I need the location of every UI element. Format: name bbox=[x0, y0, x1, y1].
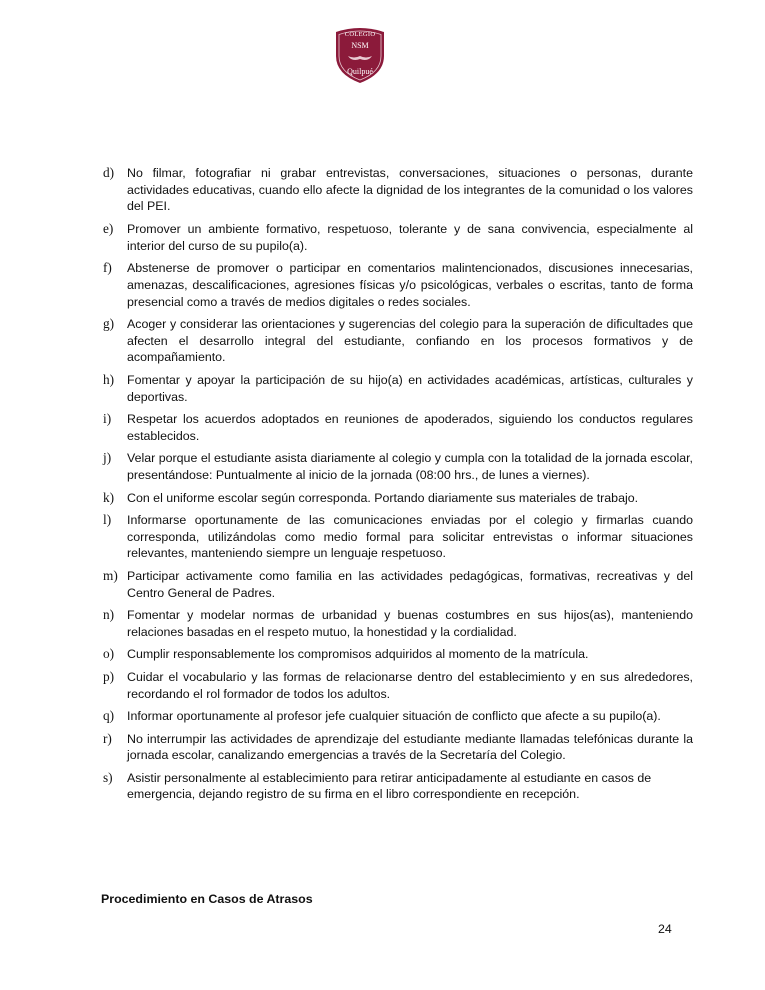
list-item-n bbox=[103, 607, 693, 640]
list-marker: g) bbox=[103, 316, 115, 332]
list-item-text: Velar porque el estudiante asista diariamente al colegio y cumpla con la totalidad de la jornada escolar, presentándose: Puntualmente al inicio de la jornada (08:00 hrs., de lunes a viernes). bbox=[127, 451, 693, 483]
list-item-s bbox=[103, 770, 693, 803]
list-item-l bbox=[103, 512, 693, 562]
list-marker: r) bbox=[103, 730, 112, 746]
list-item-j bbox=[103, 450, 693, 483]
list-item-text: Asistir personalmente al establecimiento para retirar anticipadamente al estudiante en casos de emergencia, dejando registro de su firma en el libro correspondiente en recepción. bbox=[127, 770, 652, 802]
list-item-text: Fomentar y modelar normas de urbanidad y buenas costumbres en sus hijos(as), manteniendo relaciones basadas en el respeto mutuo, la honestidad y la cordialidad. bbox=[127, 608, 693, 639]
list-item-text: Participar activamente como familia en las actividades pedagógicas, formativas, recreativas y del Centro General de Padres. bbox=[127, 568, 693, 600]
list-marker: n) bbox=[103, 607, 115, 623]
list-item-k bbox=[103, 490, 693, 507]
obligations-list bbox=[103, 165, 693, 809]
section-heading: Procedimiento en Casos de Atrasos bbox=[101, 892, 313, 906]
list-item-text: No filmar, fotografiar ni grabar entrevistas, conversaciones, situaciones o personas, durante actividades educativas, cuando ello afecte la dignidad de los integrantes de la comunidad o los valores del PEI. bbox=[127, 166, 693, 214]
list-item-d bbox=[103, 165, 693, 215]
list-marker: i) bbox=[103, 411, 112, 427]
page-number: 24 bbox=[658, 922, 672, 936]
list-item-e bbox=[103, 221, 693, 254]
list-marker: o) bbox=[103, 646, 115, 662]
list-marker: d) bbox=[103, 165, 115, 180]
list-item-o bbox=[103, 646, 693, 663]
logo-line-3: Quilpué bbox=[347, 67, 373, 76]
list-item-text: Promover un ambiente formativo, respetuoso, tolerante y de sana convivencia, especialmente al interior del curso de su pupilo(a). bbox=[127, 221, 693, 253]
list-item-text: Cuidar el vocabulario y las formas de relacionarse dentro del establecimiento y en sus alrededores, recordando el rol formador de todos los adultos. bbox=[127, 669, 693, 701]
list-item-text: Fomentar y apoyar la participación de su hijo(a) en actividades académicas, artísticas, culturales y deportivas. bbox=[127, 372, 693, 404]
list-item-text: Acoger y considerar las orientaciones y sugerencias del colegio para la superación de dificultades que afecten el desarrollo integral del estudiante, confiando en los procesos formativos y de acompañamiento. bbox=[127, 317, 693, 365]
list-item-text: Cumplir responsablemente los compromisos adquiridos al momento de la matrícula. bbox=[127, 647, 589, 662]
list-marker: f) bbox=[103, 260, 112, 276]
list-marker: j) bbox=[103, 450, 112, 466]
list-marker: p) bbox=[103, 668, 115, 684]
list-marker: m) bbox=[103, 567, 118, 583]
school-logo bbox=[332, 26, 388, 84]
list-marker: k) bbox=[103, 489, 115, 505]
list-item-q bbox=[103, 708, 693, 725]
list-item-text: Respetar los acuerdos adoptados en reuniones de apoderados, siguiendo los conductos regulares establecidos. bbox=[127, 412, 693, 443]
logo-line-2: NSM bbox=[351, 41, 369, 50]
logo-line-1: COLEGIO bbox=[344, 31, 376, 38]
list-item-text: Informar oportunamente al profesor jefe cualquier situación de conflicto que afecte a su pupilo(a). bbox=[127, 709, 661, 724]
list-item-f bbox=[103, 260, 693, 310]
list-item-g bbox=[103, 316, 693, 366]
list-item-m bbox=[103, 568, 693, 601]
list-item-r bbox=[103, 731, 693, 764]
list-marker: l) bbox=[103, 512, 112, 528]
list-item-text: Abstenerse de promover o participar en comentarios malintencionados, discusiones innecesarias, amenazas, descalificaciones, agresiones físicas y/o psicológicas, verbales o escritas, tanto de forma presencial como a través de medios digitales o redes sociales. bbox=[127, 261, 693, 309]
list-marker: h) bbox=[103, 371, 115, 387]
list-marker: s) bbox=[103, 769, 113, 785]
list-marker: e) bbox=[103, 220, 114, 236]
list-item-i bbox=[103, 411, 693, 444]
list-item-text: No interrumpir las actividades de aprendizaje del estudiante mediante llamadas telefónicas durante la jornada escolar, canalizando emergencias a través de la Secretaría del Colegio. bbox=[127, 731, 693, 763]
list-item-text: Informarse oportunamente de las comunicaciones enviadas por el colegio y firmarlas cuando corresponda, utilizándolas como medio formal para solicitar entrevistas o informar situaciones relevantes, manteniendo siempre un lenguaje respetuoso. bbox=[127, 513, 693, 561]
list-item-text: Con el uniforme escolar según corresponda. Portando diariamente sus materiales de trabajo. bbox=[127, 490, 639, 505]
list-item-h bbox=[103, 372, 693, 405]
list-marker: q) bbox=[103, 708, 115, 724]
list-item-p bbox=[103, 669, 693, 702]
